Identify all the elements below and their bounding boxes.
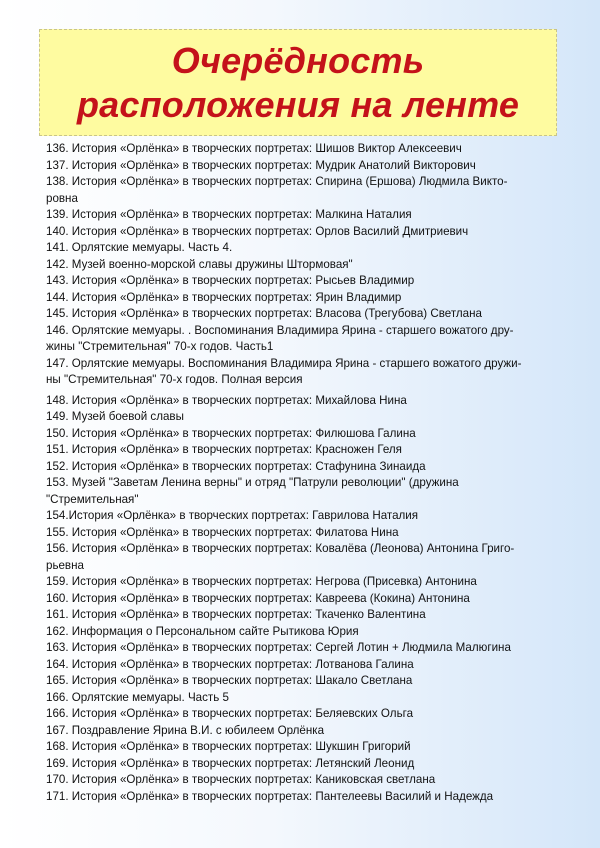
list-item: ровна xyxy=(46,191,78,205)
list-item: 155. История «Орлёнка» в творческих портретах: Филатова Нина xyxy=(46,525,399,539)
list-item: ны "Стремительная" 70-х годов. Полная версия xyxy=(46,373,303,386)
page-title-line-2: расположения на ленте xyxy=(76,83,520,125)
list-item: 137. История «Орлёнка» в творческих портретах: Мудрик Анатолий Викторович xyxy=(46,158,476,172)
list-item: 153. Музей "Заветам Ленина верны" и отряд "Патрули революции" (дружина xyxy=(46,476,459,489)
list-item: рьевна xyxy=(46,558,84,572)
page-title-line-1: Очерёдность xyxy=(171,39,425,81)
list-item: 148. История «Орлёнка» в творческих портретах: Михайлова Нина xyxy=(46,393,407,407)
list-item: 146. Орлятские мемуары. . Воспоминания Владимира Ярина - старшего вожатого дру- xyxy=(46,323,514,337)
list-item: 165. История «Орлёнка» в творческих портретах: Шакало Светлана xyxy=(46,674,413,687)
list-item: 166. История «Орлёнка» в творческих портретах: Беляевских Ольга xyxy=(46,707,414,720)
list-item: 171. История «Орлёнка» в творческих портретах: Пантелеевы Василий и Надежда xyxy=(46,789,494,803)
list-item: 159. История «Орлёнка» в творческих портретах: Негрова (Присевка) Антонина xyxy=(46,575,477,588)
list-item: 142. Музей военно-морской славы дружины Штормовая" xyxy=(46,257,353,271)
list-item: 164. История «Орлёнка» в творческих портретах: Лотванова Галина xyxy=(46,657,414,671)
list-item: 144. История «Орлёнка» в творческих портретах: Ярин Владимир xyxy=(46,290,402,304)
list-item: 139. История «Орлёнка» в творческих портретах: Малкина Наталия xyxy=(46,208,412,221)
list-item: 160. История «Орлёнка» в творческих портретах: Кавреева (Кокина) Антонина xyxy=(46,591,470,605)
list-item: 169. История «Орлёнка» в творческих портретах: Летянский Леонид xyxy=(46,756,415,770)
list-item: 149. Музей боевой славы xyxy=(46,410,184,423)
list-item: 147. Орлятские мемуары. Воспоминания Владимира Ярина - старшего вожатого дружи- xyxy=(46,356,522,370)
list-item: 170. История «Орлёнка» в творческих портретах: Каниковская светлана xyxy=(46,773,436,786)
list-item: 156. История «Орлёнка» в творческих портретах: Ковалёва (Леонова) Антонина Григо- xyxy=(46,542,515,555)
list-item: 162. Информация о Персональном сайте Рытикова Юрия xyxy=(46,624,359,638)
list-item: 140. История «Орлёнка» в творческих портретах: Орлов Василий Дмитриевич xyxy=(46,224,469,238)
list-item: 152. История «Орлёнка» в творческих портретах: Стафунина Зинаида xyxy=(46,459,426,473)
list-item: 141. Орлятские мемуары. Часть 4. xyxy=(46,241,233,254)
list-item: 168. История «Орлёнка» в творческих портретах: Шукшин Григорий xyxy=(46,740,411,753)
order-list xyxy=(46,141,556,805)
list-item: 166. Орлятские мемуары. Часть 5 xyxy=(46,690,229,704)
list-item: жины "Стремительная" 70-х годов. Часть1 xyxy=(46,340,274,353)
list-item: "Стремительная" xyxy=(46,492,139,506)
list-item: 161. История «Орлёнка» в творческих портретах: Ткаченко Валентина xyxy=(46,608,426,621)
list-item: 143. История «Орлёнка» в творческих портретах: Рысьев Владимир xyxy=(46,274,415,287)
list-item: 154.История «Орлёнка» в творческих портретах: Гаврилова Наталия xyxy=(46,509,419,522)
list-item: 163. История «Орлёнка» в творческих портретах: Сергей Лотин + Людмила Малюгина xyxy=(46,641,511,654)
list-item: 136. История «Орлёнка» в творческих портретах: Шишов Виктор Алексеевич xyxy=(46,142,462,155)
list-item: 150. История «Орлёнка» в творческих портретах: Филюшова Галина xyxy=(46,426,416,440)
list-item: 167. Поздравление Ярина В.И. с юбилеем Орлёнка xyxy=(46,723,325,737)
list-item: 145. История «Орлёнка» в творческих портретах: Власова (Трегубова) Светлана xyxy=(46,307,482,320)
list-item: 151. История «Орлёнка» в творческих портретах: Красножен Геля xyxy=(46,443,402,456)
title-banner xyxy=(39,29,557,136)
list-item: 138. История «Орлёнка» в творческих портретах: Спирина (Ершова) Людмила Викто- xyxy=(46,175,508,188)
